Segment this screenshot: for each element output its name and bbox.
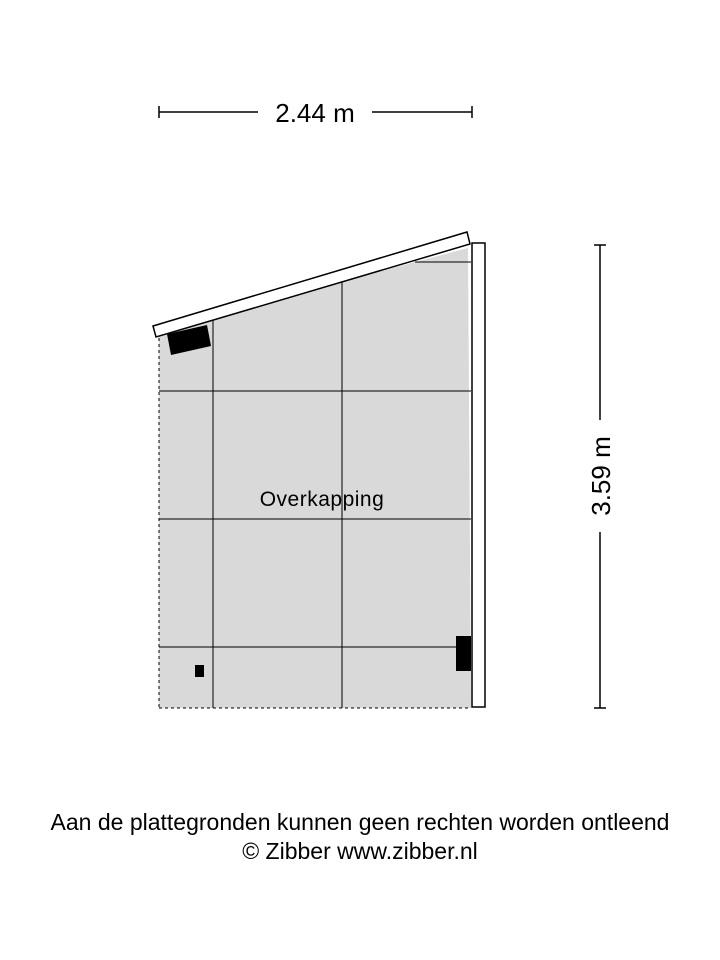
fixture-right [456,636,471,671]
depth-label: 3.59 m [586,436,616,516]
width-label: 2.44 m [275,98,355,128]
width-dimension [159,98,472,128]
room-label: Overkapping [259,488,385,511]
copyright-text: © Zibber www.zibber.nl [242,838,478,864]
right-wall [472,243,485,707]
fixture-small-post [195,665,204,677]
disclaimer-text: Aan de plattegronden kunnen geen rechten worden ontleend [50,809,670,835]
depth-dimension [586,245,616,708]
